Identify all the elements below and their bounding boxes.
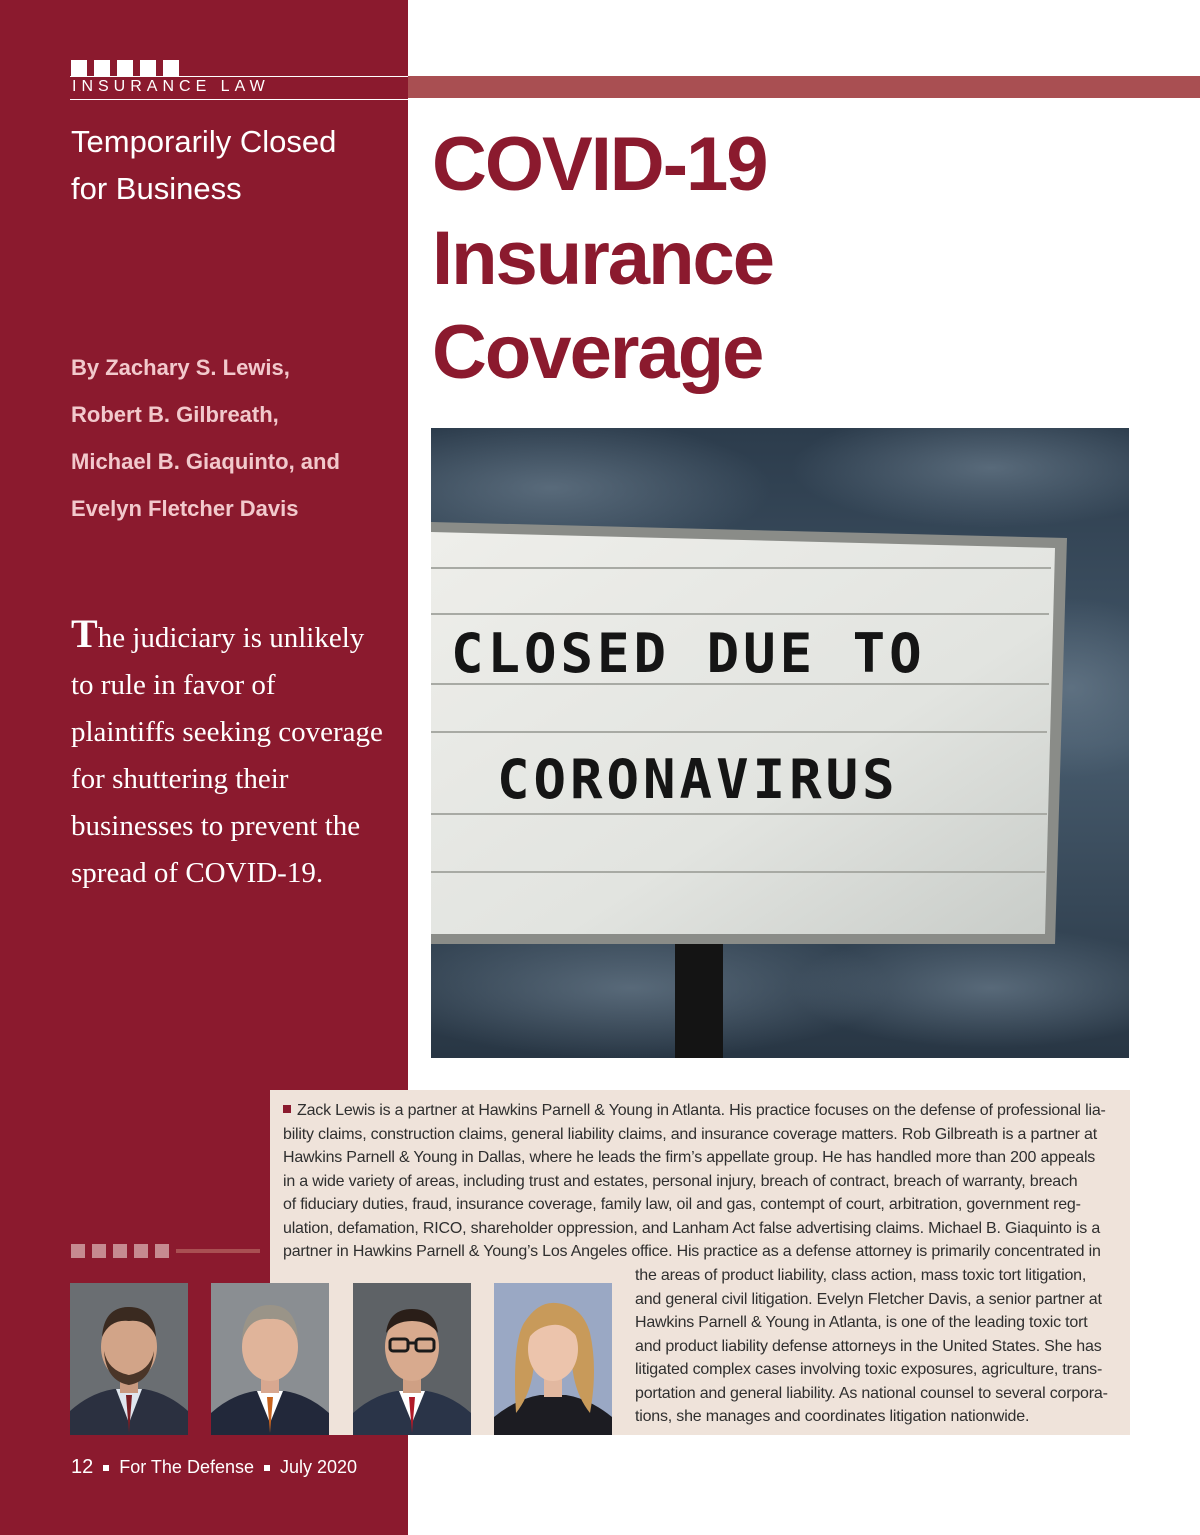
author-headshot-gilbreath [211, 1283, 329, 1435]
author-headshot-giaquinto [353, 1283, 471, 1435]
section-band [70, 76, 1200, 98]
separator-dot [103, 1465, 109, 1471]
article-headline: COVID-19 Insurance Coverage [432, 122, 774, 395]
decorative-squares-top [71, 60, 179, 76]
page-footer [71, 1456, 357, 1479]
section-label: INSURANCE LAW [72, 78, 270, 95]
author-line: Evelyn Fletcher Davis [71, 496, 299, 521]
author-headshot-davis [494, 1283, 612, 1435]
author-byline [71, 344, 391, 532]
section-rule [408, 76, 1200, 98]
author-line: Michael B. Giaquinto, and [71, 449, 340, 474]
pull-quote: The judiciary is unlikely to rule in favor of plaintiffs seeking coverage for shuttering their businesses to prevent the spread of COVID-19. [71, 611, 383, 889]
page-number: 12 [71, 1456, 94, 1478]
closed-sign-photo [431, 428, 1129, 1058]
author-line: Robert B. Gilbreath, [71, 402, 279, 427]
author-line: By Zachary S. Lewis, [71, 355, 290, 380]
decorative-squares-bottom [71, 1244, 260, 1258]
publication-name: For The Defense [119, 1457, 254, 1477]
issue-date: July 2020 [280, 1457, 358, 1477]
author-headshot-lewis [70, 1283, 188, 1435]
author-bio-text-continued: the areas of product liability, class action, mass toxic tort litigation, and general civil litigation. Evelyn Fletcher Davis, a senior partner at Hawkins Parnell & Young in Atlanta, is one of the leading toxic tort and product liability defense attorneys in the United States. She has litigated complex cases involving toxic exposures, agriculture, trans- portation and general liability. As national counsel to several corpora- tions, she manages and coordinates litigation nationwide. [635, 1267, 1108, 1425]
author-bio-text: Zack Lewis is a partner at Hawkins Parnell & Young in Atlanta. His practice focuses on the defense of professional lia- bility claims, construction claims, general liability claims, and insurance coverage matters. Rob Gilbreath is a partner at Hawkins Parnell & Young in Dallas, where he leads the firm’s appellate group. He has handled more than 200 appeals in a wide variety of areas, including trust and estates, personal injury, breach of contract, breach of warranty, breach of fiduciary duties, fraud, insurance coverage, family law, oil and gas, contempt of court, arbitration, government reg- ulation, defamation, RICO, shareholder oppression, and Lanham Act false advertising claims. Michael B. Giaquinto is a partner in Hawkins Parnell & Young’s Los Angeles office. His practice as a defense attorney is primarily concentrated in [283, 1102, 1106, 1260]
sign-text-line1: CLOSED DUE TO [451, 622, 926, 685]
article-subtitle: Temporarily Closed for Business [71, 124, 337, 206]
drop-cap: T [71, 611, 98, 656]
sign-text-line2: CORONAVIRUS [497, 748, 899, 811]
bullet-icon [283, 1105, 291, 1113]
separator-dot [264, 1465, 270, 1471]
